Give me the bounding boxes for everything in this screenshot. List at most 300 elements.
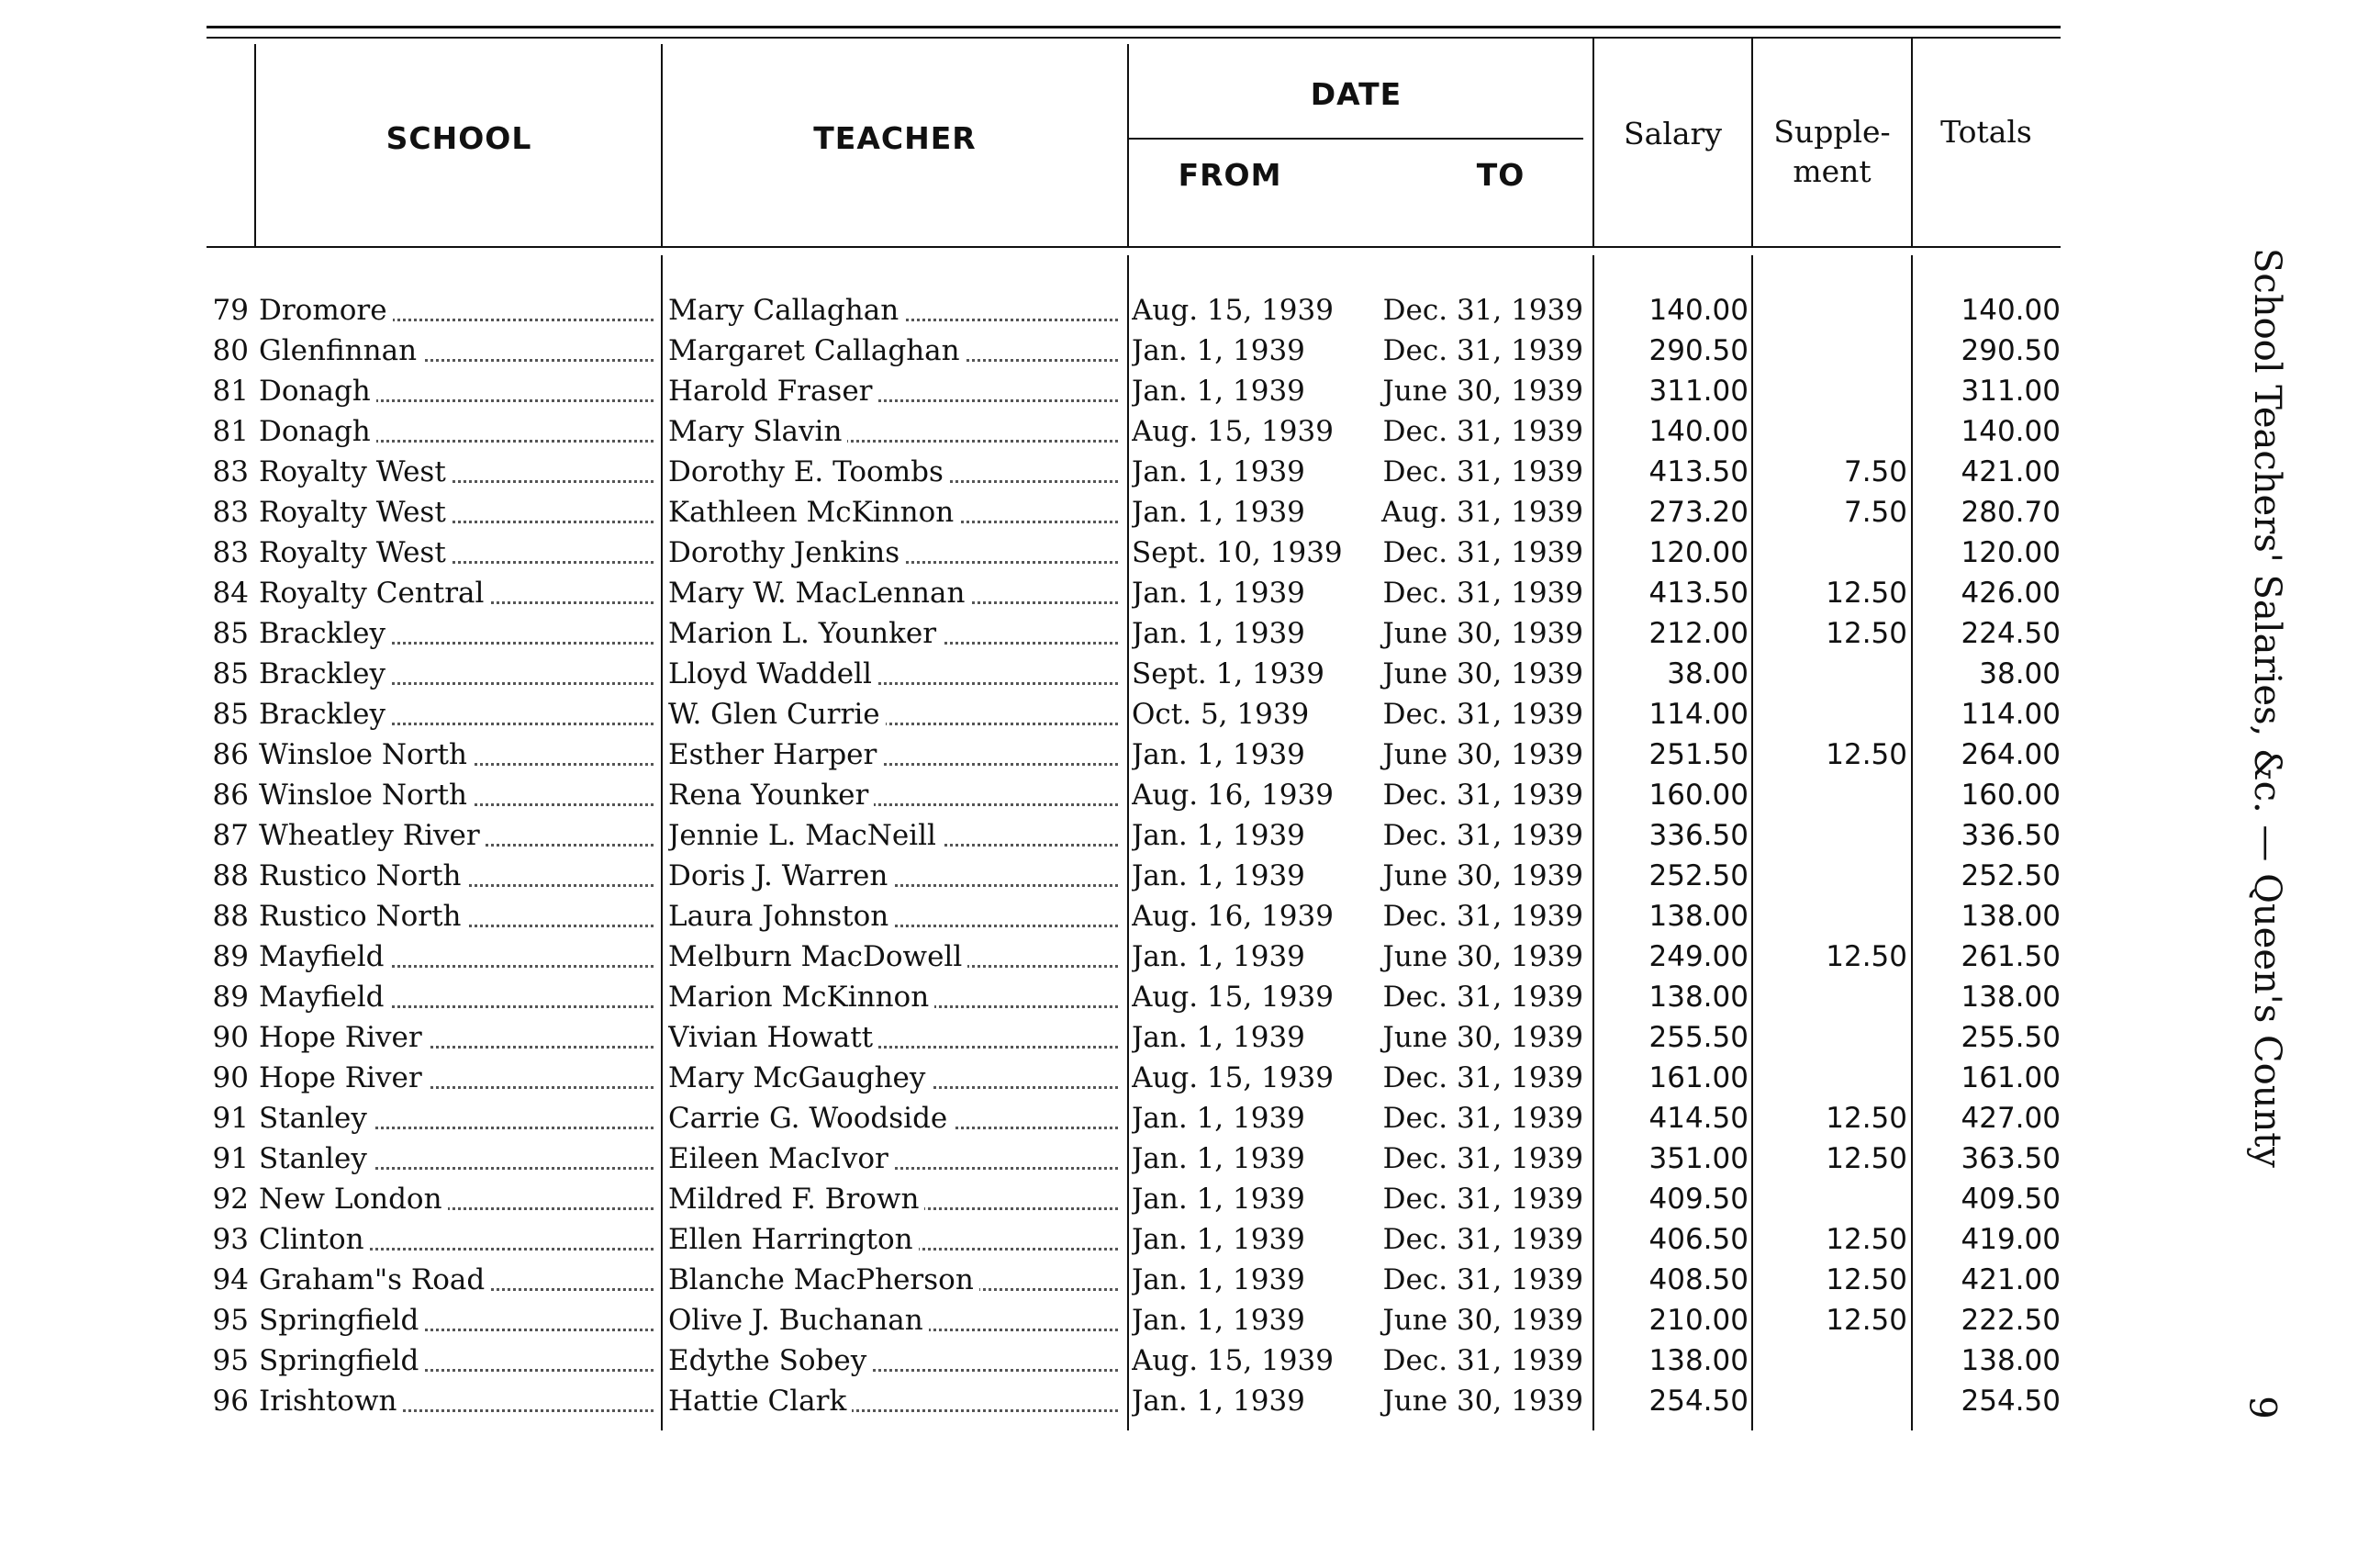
date-to: June 30, 1939 <box>1382 940 1583 973</box>
date-from: Jan. 1, 1939 <box>1132 1385 1305 1418</box>
date-to: Dec. 31, 1939 <box>1382 1061 1583 1094</box>
school-name-text: Graham"s Road <box>259 1263 490 1296</box>
header-school: SCHOOL <box>385 120 532 156</box>
salary-value: 254.50 <box>1648 1385 1749 1418</box>
header-teacher: TEACHER <box>813 120 977 156</box>
date-to: Dec. 31, 1939 <box>1382 1142 1583 1175</box>
school-name <box>259 1300 654 1340</box>
total-value: 160.00 <box>1961 779 2061 812</box>
salary-value: 336.50 <box>1648 819 1749 852</box>
teacher-name-text: Mary Callaghan <box>668 294 904 327</box>
table-row <box>0 1138 2203 1179</box>
date-to: Dec. 31, 1939 <box>1382 294 1583 327</box>
col-rule-school <box>254 44 256 246</box>
date-to: June 30, 1939 <box>1382 617 1583 650</box>
school-name-text: Winsloe North <box>259 779 473 812</box>
teacher-name-text: Harold Fraser <box>668 375 878 408</box>
salary-value: 413.50 <box>1648 455 1749 488</box>
teacher-name <box>668 1017 1118 1058</box>
salary-value: 140.00 <box>1648 294 1749 327</box>
total-value: 114.00 <box>1961 698 2061 731</box>
teacher-name <box>668 613 1118 654</box>
table-row <box>0 371 2203 411</box>
teacher-name-text: Dorothy Jenkins <box>668 536 905 569</box>
school-name-text: Donagh <box>259 415 376 448</box>
date-from: Jan. 1, 1939 <box>1132 1304 1305 1337</box>
total-value: 419.00 <box>1961 1223 2061 1256</box>
school-name <box>259 1340 654 1381</box>
school-name <box>259 654 654 694</box>
school-number: 85 <box>212 617 249 650</box>
date-to: June 30, 1939 <box>1382 1021 1583 1054</box>
salary-value: 290.50 <box>1648 334 1749 367</box>
teacher-name <box>668 856 1118 896</box>
table-row <box>0 492 2203 533</box>
teacher-name-text: Dorothy E. Toombs <box>668 455 949 488</box>
school-name <box>259 775 654 815</box>
teacher-name-text: Margaret Callaghan <box>668 334 966 367</box>
date-from: Jan. 1, 1939 <box>1132 375 1305 408</box>
school-name <box>259 1017 654 1058</box>
teacher-name-text: Rena Younker <box>668 779 874 812</box>
teacher-name-text: Mary W. MacLennan <box>668 577 970 610</box>
school-name-text: Royalty West <box>259 536 452 569</box>
total-value: 138.00 <box>1961 1344 2061 1377</box>
header-salary: Salary <box>1624 116 1722 151</box>
school-name-text: Stanley <box>259 1142 373 1175</box>
table-row <box>0 1017 2203 1058</box>
table-row <box>0 533 2203 573</box>
table-row <box>0 1340 2203 1381</box>
salary-value: 406.50 <box>1648 1223 1749 1256</box>
supplement-value: 7.50 <box>1843 496 1907 529</box>
teacher-name-text: Doris J. Warren <box>668 859 893 892</box>
table-row <box>0 1260 2203 1300</box>
teacher-name <box>668 452 1118 492</box>
total-value: 421.00 <box>1961 455 2061 488</box>
teacher-name <box>668 290 1118 331</box>
table-row <box>0 1381 2203 1421</box>
supplement-value: 12.50 <box>1826 577 1907 610</box>
header-bottom-rule <box>207 246 2061 248</box>
teacher-name-text: Melburn MacDowell <box>668 940 967 973</box>
school-name <box>259 613 654 654</box>
school-name <box>259 1098 654 1138</box>
header-date: DATE <box>1310 76 1402 112</box>
supplement-value: 12.50 <box>1826 1263 1907 1296</box>
salary-table-body <box>0 290 2203 1421</box>
total-value: 336.50 <box>1961 819 2061 852</box>
school-name <box>259 331 654 371</box>
table-row <box>0 735 2203 775</box>
total-value: 261.50 <box>1961 940 2061 973</box>
teacher-name <box>668 1138 1118 1179</box>
table-row <box>0 977 2203 1017</box>
header-totals: Totals <box>1940 114 2032 150</box>
teacher-name-text: Hattie Clark <box>668 1385 852 1418</box>
school-number: 83 <box>212 496 249 529</box>
date-to: June 30, 1939 <box>1382 375 1583 408</box>
school-number: 81 <box>212 375 249 408</box>
supplement-value: 12.50 <box>1826 617 1907 650</box>
school-name-text: Mayfield <box>259 981 390 1014</box>
date-to: Dec. 31, 1939 <box>1382 1263 1583 1296</box>
date-from: Jan. 1, 1939 <box>1132 738 1305 771</box>
salary-value: 252.50 <box>1648 859 1749 892</box>
teacher-name <box>668 1381 1118 1421</box>
table-row <box>0 694 2203 735</box>
school-number: 88 <box>212 900 249 933</box>
teacher-name-text: W. Glen Currie <box>668 698 886 731</box>
school-number: 85 <box>212 657 249 690</box>
teacher-name-text: Marion McKinnon <box>668 981 934 1014</box>
teacher-name <box>668 815 1118 856</box>
supplement-value: 12.50 <box>1826 940 1907 973</box>
date-to: Dec. 31, 1939 <box>1382 415 1583 448</box>
date-to: Dec. 31, 1939 <box>1382 1344 1583 1377</box>
teacher-name <box>668 1219 1118 1260</box>
teacher-name <box>668 775 1118 815</box>
total-value: 280.70 <box>1961 496 2061 529</box>
date-from: Jan. 1, 1939 <box>1132 617 1305 650</box>
school-name <box>259 492 654 533</box>
school-name-text: Stanley <box>259 1102 373 1135</box>
teacher-name-text: Carrie G. Woodside <box>668 1102 953 1135</box>
school-name <box>259 1138 654 1179</box>
date-from: Jan. 1, 1939 <box>1132 859 1305 892</box>
table-row <box>0 1300 2203 1340</box>
header-supplement-line1: Supple- <box>1773 114 1891 150</box>
date-to: June 30, 1939 <box>1382 738 1583 771</box>
salary-value: 249.00 <box>1648 940 1749 973</box>
total-value: 427.00 <box>1961 1102 2061 1135</box>
table-row <box>0 896 2203 937</box>
table-row <box>0 856 2203 896</box>
date-from: Jan. 1, 1939 <box>1132 1021 1305 1054</box>
date-to: Dec. 31, 1939 <box>1382 900 1583 933</box>
date-to: Dec. 31, 1939 <box>1382 779 1583 812</box>
total-value: 421.00 <box>1961 1263 2061 1296</box>
school-number: 83 <box>212 536 249 569</box>
supplement-value: 12.50 <box>1826 1102 1907 1135</box>
salary-value: 409.50 <box>1648 1183 1749 1216</box>
date-to: Dec. 31, 1939 <box>1382 455 1583 488</box>
salary-value: 255.50 <box>1648 1021 1749 1054</box>
date-from: Jan. 1, 1939 <box>1132 1223 1305 1256</box>
date-to: Dec. 31, 1939 <box>1382 1102 1583 1135</box>
school-number: 95 <box>212 1304 249 1337</box>
date-to: Dec. 31, 1939 <box>1382 577 1583 610</box>
date-from: Sept. 10, 1939 <box>1132 536 1343 569</box>
school-number: 91 <box>212 1142 249 1175</box>
school-name <box>259 735 654 775</box>
date-from: Jan. 1, 1939 <box>1132 455 1305 488</box>
teacher-name-text: Blanche MacPherson <box>668 1263 979 1296</box>
total-value: 140.00 <box>1961 415 2061 448</box>
date-to: June 30, 1939 <box>1382 1385 1583 1418</box>
school-number: 81 <box>212 415 249 448</box>
total-value: 138.00 <box>1961 981 2061 1014</box>
date-from: Jan. 1, 1939 <box>1132 1102 1305 1135</box>
table-row <box>0 290 2203 331</box>
table-row <box>0 937 2203 977</box>
school-name <box>259 1260 654 1300</box>
teacher-name-text: Kathleen McKinnon <box>668 496 959 529</box>
teacher-name <box>668 1179 1118 1219</box>
date-from: Jan. 1, 1939 <box>1132 1183 1305 1216</box>
school-name-text: Springfield <box>259 1304 424 1337</box>
table-row <box>0 411 2203 452</box>
teacher-name-text: Mildred F. Brown <box>668 1183 924 1216</box>
supplement-value: 12.50 <box>1826 1142 1907 1175</box>
table-row <box>0 331 2203 371</box>
date-to: Dec. 31, 1939 <box>1382 1183 1583 1216</box>
teacher-name-text: Ellen Harrington <box>668 1223 919 1256</box>
teacher-name-text: Esther Harper <box>668 738 882 771</box>
total-value: 161.00 <box>1961 1061 2061 1094</box>
school-name-text: Hope River <box>259 1021 428 1054</box>
salary-value: 140.00 <box>1648 415 1749 448</box>
salary-value: 210.00 <box>1648 1304 1749 1337</box>
supplement-value: 12.50 <box>1826 738 1907 771</box>
school-number: 91 <box>212 1102 249 1135</box>
school-number: 83 <box>212 455 249 488</box>
salary-value: 161.00 <box>1648 1061 1749 1094</box>
date-to: June 30, 1939 <box>1382 657 1583 690</box>
date-to: June 30, 1939 <box>1382 1304 1583 1337</box>
supplement-value: 7.50 <box>1843 455 1907 488</box>
teacher-name-text: Eileen MacIvor <box>668 1142 894 1175</box>
school-name <box>259 1381 654 1421</box>
total-value: 224.50 <box>1961 617 2061 650</box>
supplement-value: 12.50 <box>1826 1304 1907 1337</box>
salary-value: 138.00 <box>1648 1344 1749 1377</box>
date-from: Aug. 15, 1939 <box>1132 1344 1334 1377</box>
school-name <box>259 1058 654 1098</box>
date-to: June 30, 1939 <box>1382 859 1583 892</box>
total-value: 140.00 <box>1961 294 2061 327</box>
school-number: 86 <box>212 779 249 812</box>
school-name <box>259 1179 654 1219</box>
teacher-name <box>668 411 1118 452</box>
teacher-name <box>668 977 1118 1017</box>
date-from: Jan. 1, 1939 <box>1132 496 1305 529</box>
date-from: Aug. 15, 1939 <box>1132 981 1334 1014</box>
school-name-text: Brackley <box>259 617 391 650</box>
school-name-text: Royalty West <box>259 455 452 488</box>
salary-value: 114.00 <box>1648 698 1749 731</box>
school-name-text: Brackley <box>259 698 391 731</box>
teacher-name-text: Lloyd Waddell <box>668 657 877 690</box>
school-name <box>259 937 654 977</box>
salary-value: 120.00 <box>1648 536 1749 569</box>
running-title <box>2240 248 2295 1441</box>
salary-value: 38.00 <box>1667 657 1749 690</box>
salary-value: 408.50 <box>1648 1263 1749 1296</box>
table-row <box>0 1179 2203 1219</box>
school-number: 84 <box>212 577 249 610</box>
salary-value: 351.00 <box>1648 1142 1749 1175</box>
total-value: 311.00 <box>1961 375 2061 408</box>
table-row <box>0 573 2203 613</box>
teacher-name-text: Edythe Sobey <box>668 1344 872 1377</box>
school-name-text: Donagh <box>259 375 376 408</box>
school-name-text: Royalty Central <box>259 577 489 610</box>
teacher-name <box>668 654 1118 694</box>
table-row <box>0 654 2203 694</box>
teacher-name <box>668 492 1118 533</box>
total-value: 409.50 <box>1961 1183 2061 1216</box>
date-from: Jan. 1, 1939 <box>1132 1142 1305 1175</box>
school-name-text: Irishtown <box>259 1385 402 1418</box>
date-to: Dec. 31, 1939 <box>1382 981 1583 1014</box>
total-value: 222.50 <box>1961 1304 2061 1337</box>
date-from: Jan. 1, 1939 <box>1132 819 1305 852</box>
school-name-text: Hope River <box>259 1061 428 1094</box>
date-from: Jan. 1, 1939 <box>1132 577 1305 610</box>
teacher-name-text: Mary Slavin <box>668 415 847 448</box>
date-from: Aug. 15, 1939 <box>1132 1061 1334 1094</box>
date-from: Aug. 15, 1939 <box>1132 294 1334 327</box>
total-value: 426.00 <box>1961 577 2061 610</box>
teacher-name <box>668 533 1118 573</box>
salary-value: 273.20 <box>1648 496 1749 529</box>
date-from: Aug. 16, 1939 <box>1132 779 1334 812</box>
school-name-text: Rustico North <box>259 900 467 933</box>
date-from: Aug. 16, 1939 <box>1132 900 1334 933</box>
school-name-text: Wheatley River <box>259 819 486 852</box>
salary-value: 413.50 <box>1648 577 1749 610</box>
total-value: 252.50 <box>1961 859 2061 892</box>
total-value: 255.50 <box>1961 1021 2061 1054</box>
header-supplement-line2: ment <box>1793 153 1872 189</box>
school-name <box>259 533 654 573</box>
header-from: FROM <box>1178 157 1282 193</box>
date-to: Dec. 31, 1939 <box>1382 1223 1583 1256</box>
school-number: 95 <box>212 1344 249 1377</box>
school-number: 90 <box>212 1061 249 1094</box>
school-name-text: Winsloe North <box>259 738 473 771</box>
teacher-name-text: Jennie L. MacNeill <box>668 819 942 852</box>
school-name-text: Brackley <box>259 657 391 690</box>
col-rule-date <box>1127 44 1129 246</box>
date-to: Dec. 31, 1939 <box>1382 819 1583 852</box>
school-name <box>259 290 654 331</box>
salary-value: 311.00 <box>1648 375 1749 408</box>
school-name-text: Clinton <box>259 1223 370 1256</box>
school-name <box>259 694 654 735</box>
teacher-name-text: Laura Johnston <box>668 900 894 933</box>
date-from: Oct. 5, 1939 <box>1132 698 1310 731</box>
salary-value: 138.00 <box>1648 981 1749 1014</box>
date-to: Dec. 31, 1939 <box>1382 334 1583 367</box>
salary-value: 138.00 <box>1648 900 1749 933</box>
table-row <box>0 775 2203 815</box>
school-name-text: Springfield <box>259 1344 424 1377</box>
teacher-name <box>668 937 1118 977</box>
salary-value: 160.00 <box>1648 779 1749 812</box>
date-from: Jan. 1, 1939 <box>1132 940 1305 973</box>
teacher-name <box>668 1300 1118 1340</box>
date-from: Aug. 15, 1939 <box>1132 415 1334 448</box>
school-number: 79 <box>212 294 249 327</box>
teacher-name <box>668 694 1118 735</box>
school-name <box>259 573 654 613</box>
salary-value: 414.50 <box>1648 1102 1749 1135</box>
teacher-name <box>668 573 1118 613</box>
top-rule <box>207 26 2061 28</box>
school-name-text: Rustico North <box>259 859 467 892</box>
date-from: Jan. 1, 1939 <box>1132 334 1305 367</box>
teacher-name <box>668 1260 1118 1300</box>
school-number: 86 <box>212 738 249 771</box>
total-value: 138.00 <box>1961 900 2061 933</box>
school-number: 92 <box>212 1183 249 1216</box>
teacher-name <box>668 1340 1118 1381</box>
school-name-text: Mayfield <box>259 940 390 973</box>
school-name <box>259 856 654 896</box>
teacher-name <box>668 896 1118 937</box>
school-name-text: Dromore <box>259 294 393 327</box>
total-value: 290.50 <box>1961 334 2061 367</box>
school-number: 93 <box>212 1223 249 1256</box>
school-name <box>259 371 654 411</box>
school-name-text: New London <box>259 1183 448 1216</box>
school-name <box>259 815 654 856</box>
school-number: 89 <box>212 981 249 1014</box>
page-number: 9 <box>2240 1396 2284 1419</box>
total-value: 363.50 <box>1961 1142 2061 1175</box>
teacher-name <box>668 735 1118 775</box>
school-name <box>259 977 654 1017</box>
school-name-text: Glenfinnan <box>259 334 422 367</box>
teacher-name <box>668 1098 1118 1138</box>
salary-value: 212.00 <box>1648 617 1749 650</box>
salary-value: 251.50 <box>1648 738 1749 771</box>
school-number: 80 <box>212 334 249 367</box>
total-value: 264.00 <box>1961 738 2061 771</box>
table-row <box>0 815 2203 856</box>
school-name <box>259 411 654 452</box>
supplement-value: 12.50 <box>1826 1223 1907 1256</box>
top-rule-2 <box>207 37 2061 39</box>
school-name <box>259 896 654 937</box>
school-number: 85 <box>212 698 249 731</box>
date-from: Sept. 1, 1939 <box>1132 657 1324 690</box>
running-title-text: School Teachers' Salaries, &c. — Queen's County <box>2246 248 2288 1168</box>
teacher-name-text: Mary McGaughey <box>668 1061 931 1094</box>
table-row <box>0 1219 2203 1260</box>
teacher-name <box>668 1058 1118 1098</box>
date-to: Dec. 31, 1939 <box>1382 536 1583 569</box>
date-to: Aug. 31, 1939 <box>1381 496 1583 529</box>
total-value: 254.50 <box>1961 1385 2061 1418</box>
school-name <box>259 1219 654 1260</box>
school-number: 94 <box>212 1263 249 1296</box>
total-value: 120.00 <box>1961 536 2061 569</box>
school-number: 87 <box>212 819 249 852</box>
teacher-name <box>668 371 1118 411</box>
school-number: 96 <box>212 1385 249 1418</box>
school-number: 88 <box>212 859 249 892</box>
table-row <box>0 452 2203 492</box>
table-row <box>0 1058 2203 1098</box>
date-divider-rule <box>1129 138 1583 140</box>
teacher-name-text: Marion L. Younker <box>668 617 942 650</box>
teacher-name-text: Vivian Howatt <box>668 1021 878 1054</box>
header-to: TO <box>1476 157 1525 193</box>
table-row <box>0 1098 2203 1138</box>
